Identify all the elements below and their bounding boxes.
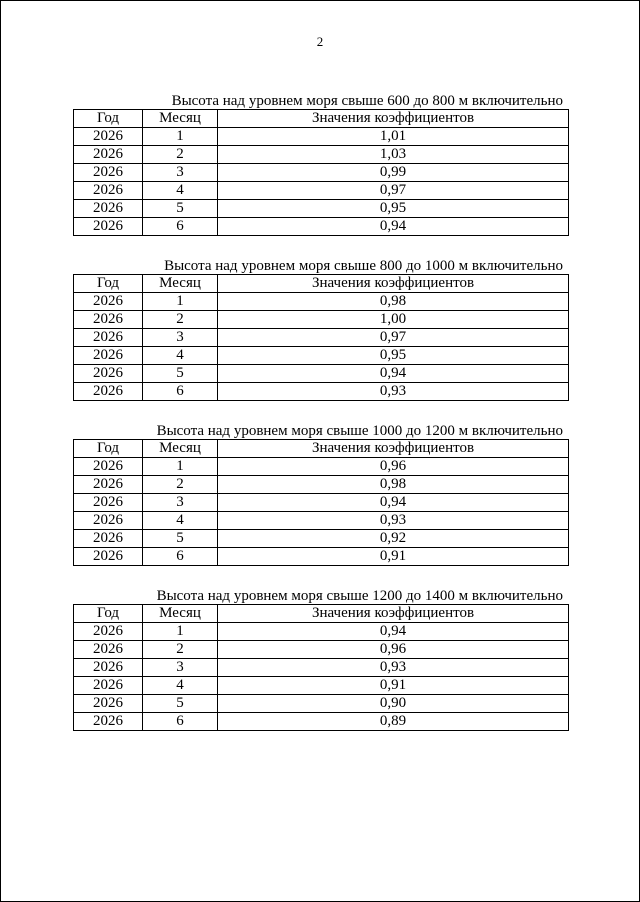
cell-year: 2026 xyxy=(74,200,143,218)
table-row xyxy=(74,512,569,530)
table-caption: Высота над уровнем моря свыше 800 до 1000 м включительно xyxy=(164,258,563,274)
cell-value: 0,90 xyxy=(218,695,569,713)
table-row xyxy=(74,530,569,548)
cell-value: 0,97 xyxy=(218,182,569,200)
cell-value: 0,95 xyxy=(218,347,569,365)
cell-year: 2026 xyxy=(74,548,143,566)
table-row xyxy=(74,200,569,218)
header-value: Значения коэффициентов xyxy=(218,440,569,458)
table-row xyxy=(74,677,569,695)
cell-month: 1 xyxy=(143,128,218,146)
cell-value: 0,94 xyxy=(218,494,569,512)
table-row xyxy=(74,218,569,236)
cell-value: 0,93 xyxy=(218,512,569,530)
coefficient-table-block xyxy=(73,423,568,566)
cell-month: 4 xyxy=(143,512,218,530)
coefficient-table-block xyxy=(73,258,568,401)
cell-value: 0,96 xyxy=(218,641,569,659)
cell-value: 1,03 xyxy=(218,146,569,164)
table-row xyxy=(74,347,569,365)
table-row xyxy=(74,548,569,566)
table-row xyxy=(74,329,569,347)
cell-value: 0,99 xyxy=(218,164,569,182)
cell-year: 2026 xyxy=(74,713,143,731)
table-row xyxy=(74,365,569,383)
table-row xyxy=(74,476,569,494)
cell-month: 6 xyxy=(143,713,218,731)
cell-month: 1 xyxy=(143,623,218,641)
table-row xyxy=(74,659,569,677)
cell-value: 0,93 xyxy=(218,383,569,401)
cell-value: 0,91 xyxy=(218,548,569,566)
cell-month: 5 xyxy=(143,200,218,218)
table-row xyxy=(74,182,569,200)
page-number: 2 xyxy=(316,34,324,49)
header-year: Год xyxy=(74,110,143,128)
table-row xyxy=(74,293,569,311)
header-value: Значения коэффициентов xyxy=(218,605,569,623)
cell-value: 0,91 xyxy=(218,677,569,695)
cell-year: 2026 xyxy=(74,383,143,401)
header-value: Значения коэффициентов xyxy=(218,275,569,293)
header-month: Месяц xyxy=(143,110,218,128)
cell-value: 0,89 xyxy=(218,713,569,731)
table-row xyxy=(74,146,569,164)
cell-value: 0,98 xyxy=(218,293,569,311)
table-caption: Высота над уровнем моря свыше 600 до 800 м включительно xyxy=(171,93,563,109)
cell-year: 2026 xyxy=(74,659,143,677)
cell-month: 2 xyxy=(143,311,218,329)
cell-month: 2 xyxy=(143,146,218,164)
cell-month: 3 xyxy=(143,659,218,677)
cell-month: 1 xyxy=(143,293,218,311)
cell-year: 2026 xyxy=(74,329,143,347)
cell-value: 0,98 xyxy=(218,476,569,494)
cell-month: 6 xyxy=(143,218,218,236)
cell-year: 2026 xyxy=(74,164,143,182)
cell-year: 2026 xyxy=(74,311,143,329)
cell-month: 1 xyxy=(143,458,218,476)
table-header-row xyxy=(74,110,569,128)
cell-value: 0,94 xyxy=(218,218,569,236)
header-value: Значения коэффициентов xyxy=(218,110,569,128)
cell-value: 1,01 xyxy=(218,128,569,146)
table-row xyxy=(74,164,569,182)
cell-year: 2026 xyxy=(74,476,143,494)
cell-value: 0,93 xyxy=(218,659,569,677)
cell-month: 5 xyxy=(143,365,218,383)
table-row xyxy=(74,713,569,731)
cell-value: 0,94 xyxy=(218,365,569,383)
header-month: Месяц xyxy=(143,440,218,458)
cell-value: 0,92 xyxy=(218,530,569,548)
header-month: Месяц xyxy=(143,605,218,623)
cell-year: 2026 xyxy=(74,293,143,311)
header-year: Год xyxy=(74,605,143,623)
cell-month: 4 xyxy=(143,677,218,695)
table-row xyxy=(74,458,569,476)
cell-value: 0,94 xyxy=(218,623,569,641)
cell-year: 2026 xyxy=(74,530,143,548)
cell-value: 1,00 xyxy=(218,311,569,329)
cell-year: 2026 xyxy=(74,146,143,164)
coefficient-table xyxy=(73,109,569,236)
cell-month: 6 xyxy=(143,383,218,401)
cell-month: 4 xyxy=(143,182,218,200)
cell-month: 3 xyxy=(143,329,218,347)
table-row xyxy=(74,494,569,512)
cell-year: 2026 xyxy=(74,218,143,236)
header-month: Месяц xyxy=(143,275,218,293)
header-year: Год xyxy=(74,275,143,293)
cell-value: 0,96 xyxy=(218,458,569,476)
cell-month: 6 xyxy=(143,548,218,566)
cell-year: 2026 xyxy=(74,677,143,695)
cell-month: 3 xyxy=(143,494,218,512)
coefficient-table-block xyxy=(73,93,568,236)
table-row xyxy=(74,641,569,659)
cell-year: 2026 xyxy=(74,365,143,383)
cell-year: 2026 xyxy=(74,641,143,659)
table-row xyxy=(74,623,569,641)
cell-value: 0,95 xyxy=(218,200,569,218)
coefficient-table xyxy=(73,274,569,401)
table-header-row xyxy=(74,605,569,623)
cell-year: 2026 xyxy=(74,182,143,200)
cell-month: 2 xyxy=(143,641,218,659)
coefficient-table xyxy=(73,439,569,566)
table-row xyxy=(74,695,569,713)
table-row xyxy=(74,128,569,146)
cell-year: 2026 xyxy=(74,695,143,713)
cell-value: 0,97 xyxy=(218,329,569,347)
table-caption: Высота над уровнем моря свыше 1000 до 1200 м включительно xyxy=(156,423,563,439)
header-year: Год xyxy=(74,440,143,458)
table-row xyxy=(74,383,569,401)
cell-month: 5 xyxy=(143,530,218,548)
cell-month: 3 xyxy=(143,164,218,182)
coefficient-table-block xyxy=(73,588,568,731)
table-row xyxy=(74,311,569,329)
table-header-row xyxy=(74,440,569,458)
cell-year: 2026 xyxy=(74,494,143,512)
cell-year: 2026 xyxy=(74,128,143,146)
cell-year: 2026 xyxy=(74,512,143,530)
cell-month: 4 xyxy=(143,347,218,365)
table-header-row xyxy=(74,275,569,293)
cell-year: 2026 xyxy=(74,458,143,476)
cell-month: 2 xyxy=(143,476,218,494)
cell-year: 2026 xyxy=(74,623,143,641)
table-caption: Высота над уровнем моря свыше 1200 до 1400 м включительно xyxy=(156,588,563,604)
cell-month: 5 xyxy=(143,695,218,713)
cell-year: 2026 xyxy=(74,347,143,365)
coefficient-table xyxy=(73,604,569,731)
